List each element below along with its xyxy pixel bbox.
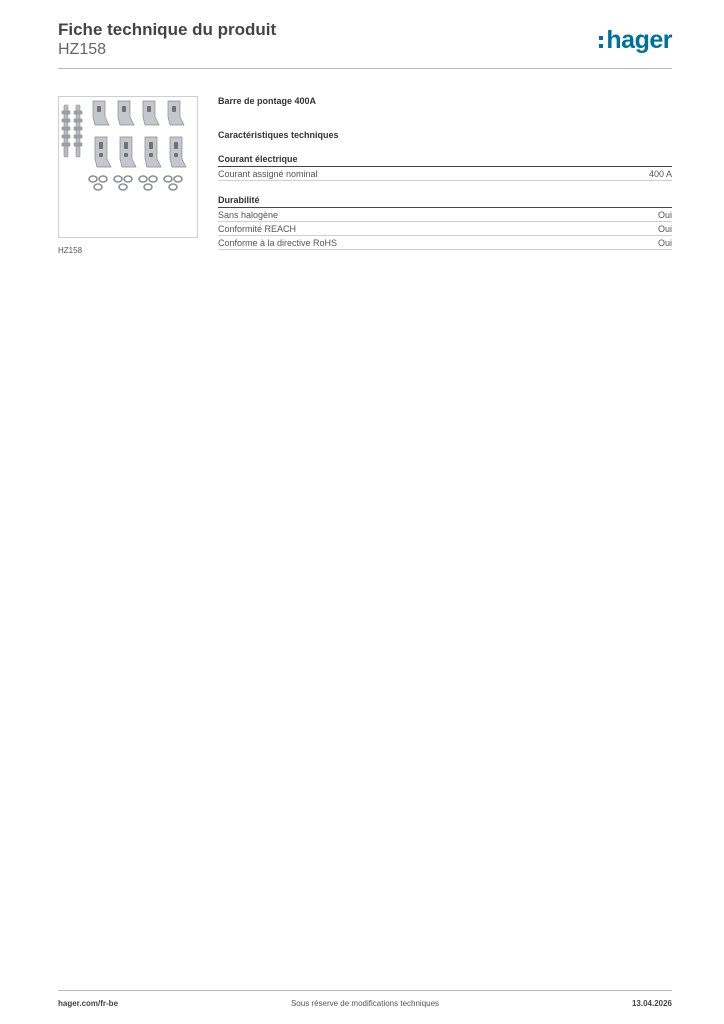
footer-divider xyxy=(58,990,672,991)
product-photo-icon xyxy=(59,97,197,237)
website-link[interactable]: hager.com/fr-be xyxy=(58,999,119,1008)
page-title: Fiche technique du produit xyxy=(58,20,277,39)
section-heading: Durabilité xyxy=(218,195,672,208)
technical-characteristics-heading: Caractéristiques techniques xyxy=(218,130,339,140)
logo-text: hager xyxy=(606,25,672,54)
spec-row xyxy=(218,222,672,236)
footer-notice: Sous réserve de modifications techniques xyxy=(290,999,440,1008)
section-durability xyxy=(218,195,672,250)
section-electrical-current xyxy=(218,154,672,181)
logo-dots-icon xyxy=(599,36,603,48)
spec-label: Sans halogène xyxy=(218,210,279,220)
image-caption: HZ158 xyxy=(58,246,83,255)
product-reference: HZ158 xyxy=(58,41,107,58)
product-image xyxy=(58,96,198,238)
spec-row xyxy=(218,208,672,222)
spec-value: Oui xyxy=(657,238,672,248)
spec-label: Conforme à la directive RoHS xyxy=(218,238,338,248)
header-divider xyxy=(58,68,672,69)
spec-label: Courant assigné nominal xyxy=(218,169,318,179)
page-header xyxy=(58,20,276,60)
spec-value: Oui xyxy=(657,210,672,220)
spec-value: Oui xyxy=(657,224,672,234)
hager-logo xyxy=(599,26,672,54)
product-name: Barre de pontage 400A xyxy=(218,96,317,106)
spec-row xyxy=(218,167,672,181)
footer-date: 13.04.2026 xyxy=(631,999,672,1008)
section-heading: Courant électrique xyxy=(218,154,672,167)
product-details xyxy=(218,96,672,250)
spec-value: 400 A xyxy=(648,169,672,179)
spec-row xyxy=(218,236,672,250)
spec-label: Conformité REACH xyxy=(218,224,297,234)
